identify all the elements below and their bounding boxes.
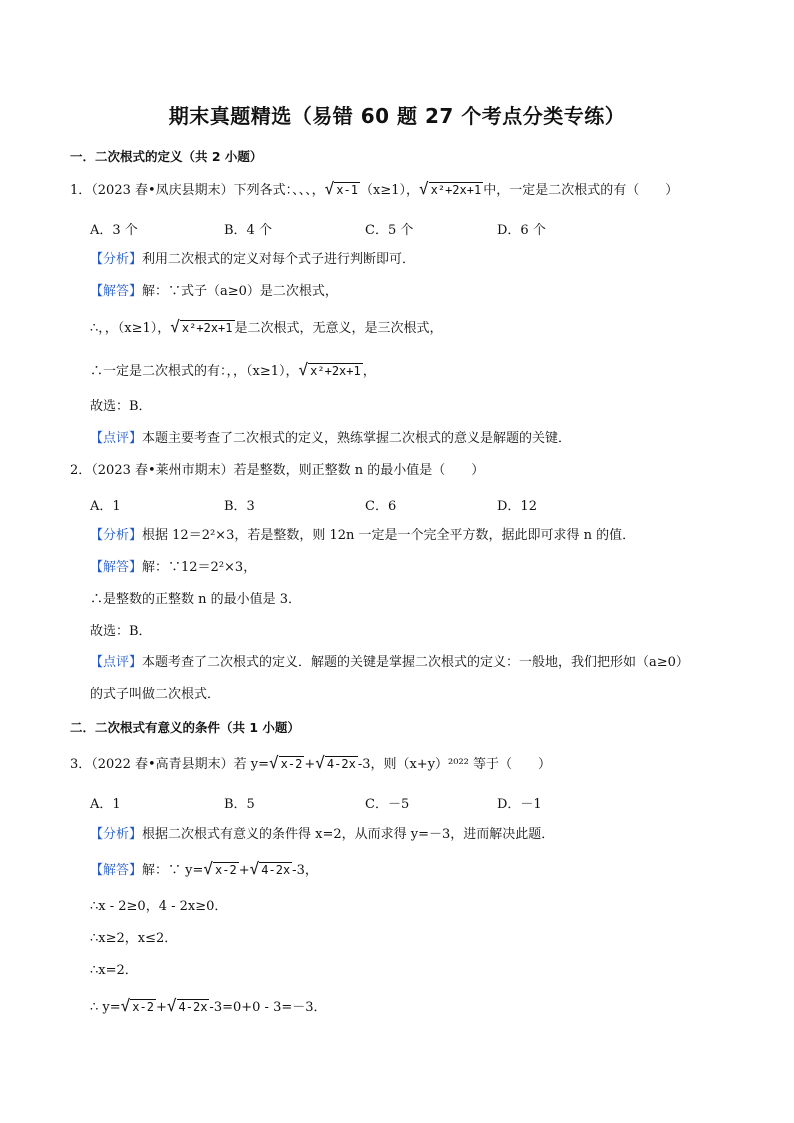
radicand: x-2 (215, 863, 237, 877)
analysis-text: 根据二次根式有意义的条件得 x=2，从而求得 y=－3，进而解决此题． (142, 827, 555, 842)
radicand: x-1 (336, 183, 358, 197)
option-b: B．3 (224, 499, 255, 514)
radicand: 4-2x (261, 863, 291, 877)
option-d: D．－1 (497, 797, 542, 812)
comment-text: 本题考查了二次根式的定义．解题的关键是掌握二次根式的定义：一般地，我们把形如（a≥0） (142, 655, 689, 670)
solution-line: ∴x≥2，x≤2． (90, 931, 178, 946)
radical-expression: √ x-1 (324, 179, 358, 198)
condition-text: （x≥1）， (359, 183, 419, 198)
option-b: B．5 (224, 797, 255, 812)
radicand: x-2 (132, 1000, 154, 1014)
section-heading-2: 二．二次根式有意义的条件（共 1 小题） (70, 720, 300, 735)
question-3-stem-tail: -3，则（x+y）²⁰²² 等于（ ） (357, 757, 552, 772)
plus-sign: + (304, 757, 316, 772)
solution-text: 解：∵ y= (142, 863, 204, 878)
radical-expression: √ x-2 (120, 996, 154, 1015)
solution-line (90, 318, 443, 338)
radicand: 4-2x (178, 1000, 208, 1014)
radical-expression: √ x²+2x+1 (170, 317, 233, 336)
solution-line: ∴x - 2≥0，4 - 2x≥0． (90, 899, 228, 914)
question-3-stem (70, 754, 551, 774)
solution-text: -3=0+0 - 3=－3． (209, 1000, 327, 1015)
radicand: x-2 (280, 757, 303, 771)
comment-tag: 【点评】 (90, 655, 143, 670)
radicand: 4-2x (326, 757, 356, 771)
comment-line (90, 430, 571, 448)
solution-tag: 【解答】 (90, 863, 143, 878)
analysis-tag: 【分析】 (90, 252, 143, 267)
option-b: B．4 个 (224, 223, 272, 238)
analysis-tag: 【分析】 (90, 827, 143, 842)
solution-text: 解：∵式子（a≥0）是二次根式， (142, 284, 338, 299)
analysis-line (90, 251, 415, 269)
comment-text: 本题主要考查了二次根式的定义，熟练掌握二次根式的意义是解题的关键． (142, 431, 572, 446)
analysis-line (90, 826, 554, 844)
question-1-stem (70, 180, 678, 200)
solution-line: ∴x=2． (90, 963, 138, 978)
solution-text: 解：∵12＝2²×3， (142, 560, 257, 575)
question-3-stem-text: 3．（2022 春•高青县期末）若 y= (70, 757, 270, 772)
radicand: x²+2x+1 (181, 321, 233, 335)
question-2-stem: 2．（2023 春•莱州市期末）若是整数，则正整数 n 的最小值是（ ） (70, 463, 485, 478)
radical-expression: √ x²+2x+1 (298, 360, 361, 379)
option-d: D．6 个 (497, 223, 546, 238)
comment-tag: 【点评】 (90, 431, 143, 446)
radical-expression: √ 4-2x (166, 996, 208, 1015)
option-c: C．－5 (365, 797, 410, 812)
option-c: C．5 个 (365, 223, 414, 238)
comment-line (90, 654, 689, 672)
option-a: A．3 个 (90, 223, 138, 238)
comment-line-2: 的式子叫做二次根式． (90, 687, 221, 702)
analysis-tag: 【分析】 (90, 528, 143, 543)
option-a: A．1 (90, 499, 121, 514)
plus-sign: + (238, 863, 250, 878)
solution-tag: 【解答】 (90, 560, 143, 575)
solution-tag: 【解答】 (90, 284, 143, 299)
page-title: 期末真题精选（易错 60 题 27 个考点分类专练） (168, 104, 626, 128)
question-1-stem-tail: 中，一定是二次根式的有（ ） (483, 183, 679, 198)
section-heading-1: 一．二次根式的定义（共 2 小题） (70, 149, 263, 164)
solution-text: -3， (292, 863, 318, 878)
radical-expression: √ x-2 (203, 859, 237, 878)
option-a: A．1 (90, 797, 121, 812)
radicand: x²+2x+1 (310, 364, 361, 378)
answer-line: 故选：B． (90, 399, 152, 414)
solution-text: ∴，，（x≥1）， (90, 321, 171, 336)
option-c: C．6 (365, 499, 397, 514)
analysis-line (90, 527, 635, 545)
solution-text: ∴一定是二次根式的有：，，（x≥1）， (90, 364, 299, 379)
answer-line: 故选：B． (90, 624, 152, 639)
radicand: x²+2x+1 (430, 183, 482, 197)
solution-text: ∴ y= (90, 1000, 121, 1015)
plus-sign: + (155, 1000, 167, 1015)
solution-line (90, 860, 318, 880)
solution-line (90, 559, 256, 577)
radical-expression: √ x²+2x+1 (418, 179, 482, 198)
solution-line (90, 361, 376, 381)
radical-expression: √ x-2 (269, 753, 303, 772)
solution-line (90, 997, 327, 1017)
analysis-text: 根据 12＝2²×3，若是整数，则 12n 一定是一个完全平方数，据此即可求得 n 的值． (142, 528, 636, 543)
analysis-text: 利用二次根式的定义对每个式子进行判断即可． (142, 252, 416, 267)
solution-line: ∴是整数的正整数 n 的最小值是 3． (90, 592, 302, 607)
solution-text: 是二次根式，无意义，是三次根式， (234, 321, 443, 336)
question-1-stem-text: 1．（2023 春•凤庆县期末）下列各式：、、、， (70, 183, 325, 198)
solution-text: ， (362, 364, 376, 379)
option-d: D．12 (497, 499, 537, 514)
radical-expression: √ 4-2x (315, 753, 356, 772)
radical-expression: √ 4-2x (249, 859, 291, 878)
solution-line (90, 283, 338, 301)
